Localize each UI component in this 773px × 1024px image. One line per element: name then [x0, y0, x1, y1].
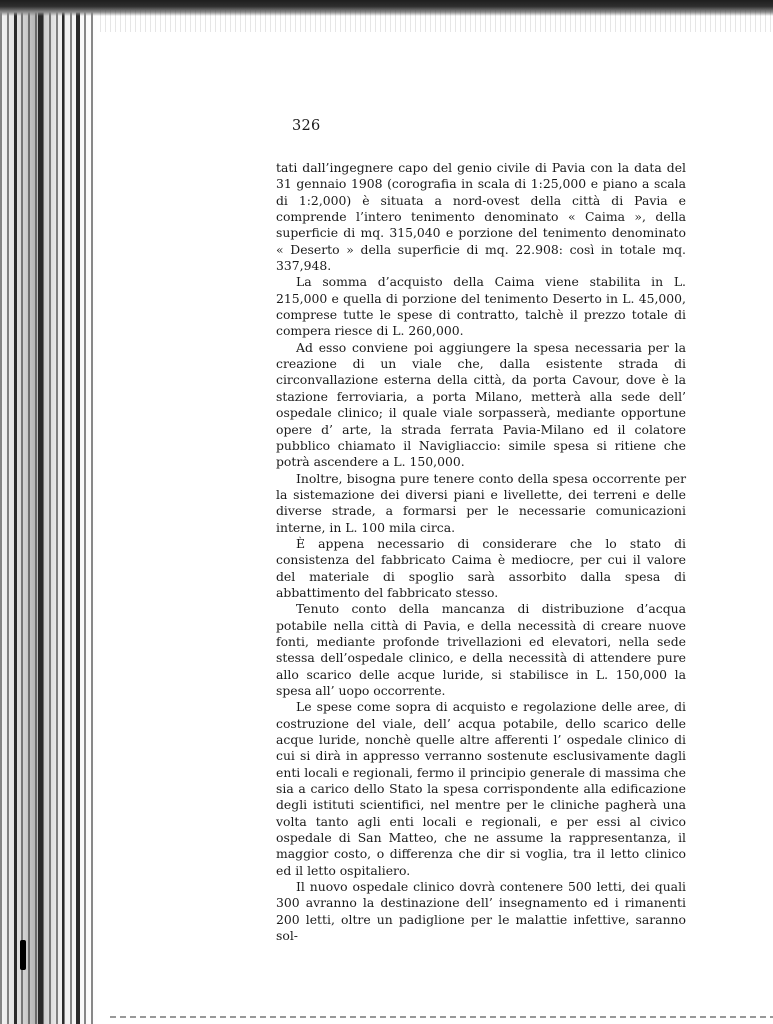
- paragraph: Il nuovo ospedale clinico dovrà contenere 500 letti, dei quali 300 avranno la destinazione dell’ insegnamento ed i rimanenti 200 letti, oltre un padiglione per le malattie infettive, saranno sol-: [276, 879, 686, 944]
- paragraph: La somma d’acquisto della Caima viene stabilita in L. 215,000 e quella di porzione del tenimento Deserto in L. 45,000, comprese tutte le spese di contratto, talchè il prezzo totale di compera riesce di L. 260,000.: [276, 274, 686, 339]
- paragraph: Le spese come sopra di acquisto e regolazione delle aree, di costruzione del viale, dell’ acqua potabile, dello scarico delle acque luride, nonchè quelle altre afferenti l’ ospedale clinico di cui si dirà in appresso verranno sostenute esclusivamente dagli enti locali e regionali, fermo il principio generale di massima che sia a carico dello Stato la spesa corrispondente alla edificazione degli istituti scientifici, nel mentre per le cliniche pagherà una volta tanto agli enti locali e regionali, e per essi al civico ospedale di San Matteo, che ne assume la rappresentanza, il maggior costo, o differenza che dir si voglia, tra il letto clinico ed il letto ospitaliero.: [276, 699, 686, 878]
- spine-shadow-line: [38, 0, 43, 1024]
- paragraph: Inoltre, bisogna pure tenere conto della spesa occorrente per la sistemazione dei diversi piani e livellette, dei terreni e delle diverse strade, a formarsi per le necessarie comunicazioni interne, in L. 100 mila circa.: [276, 470, 686, 535]
- scan-bottom-edge: [110, 1016, 773, 1018]
- book-spine: [0, 0, 98, 1024]
- scan-top-noise: [100, 10, 773, 32]
- spine-shadow-line: [62, 0, 64, 1024]
- paragraph: Ad esso conviene poi aggiungere la spesa necessaria per la creazione di un viale che, dalla esistente strada di circonvallazione esterna della città, da porta Cavour, dove è la stazione ferroviaria, a porta Milano, metterà alla sede dell’ ospedale clinico; il quale viale sorpasserà, mediante opportune opere d’ arte, la strada ferrata Pavia-Milano ed il colatore pubblico chiamato il Navigliaccio: simile spesa si ritiene che potrà ascendere a L. 150,000.: [276, 339, 686, 470]
- spine-shadow-line: [76, 0, 80, 1024]
- paragraph: È appena necessario di considerare che lo stato di consistenza del fabbricato Caima è mediocre, per cui il valore del materiale di spoglio sarà assorbito dalla spesa di abbattimento del fabbricato stesso.: [276, 535, 686, 600]
- spine-mark: [20, 940, 26, 970]
- spine-shadow-line: [14, 0, 17, 1024]
- paragraph: Tenuto conto della mancanza di distribuzione d’acqua potabile nella città di Pavia, e della necessità di creare nuove fonti, mediante profonde trivellazioni ed elevatori, nella sede stessa dell’ospedale clinico, e della necessità di attendere pure allo scarico delle acque luride, si stabilisce in L. 150,000 la spesa all’ uopo occorrente.: [276, 601, 686, 698]
- body-text: [276, 160, 686, 945]
- paragraph: tati dall’ingegnere capo del genio civile di Pavia con la data del 31 gennaio 1908 (corografia in scala di 1:25,000 e piano a scala di 1:2,000) è situata a nord-ovest della città di Pavia e comprende l’intero tenimento denominato « Caima », della superficie di mq. 315,040 e porzione del tenimento denominato « Deserto » della superficie di mq. 22.908: così in totale mq. 337,948.: [276, 160, 686, 274]
- page-number: 326: [292, 118, 321, 134]
